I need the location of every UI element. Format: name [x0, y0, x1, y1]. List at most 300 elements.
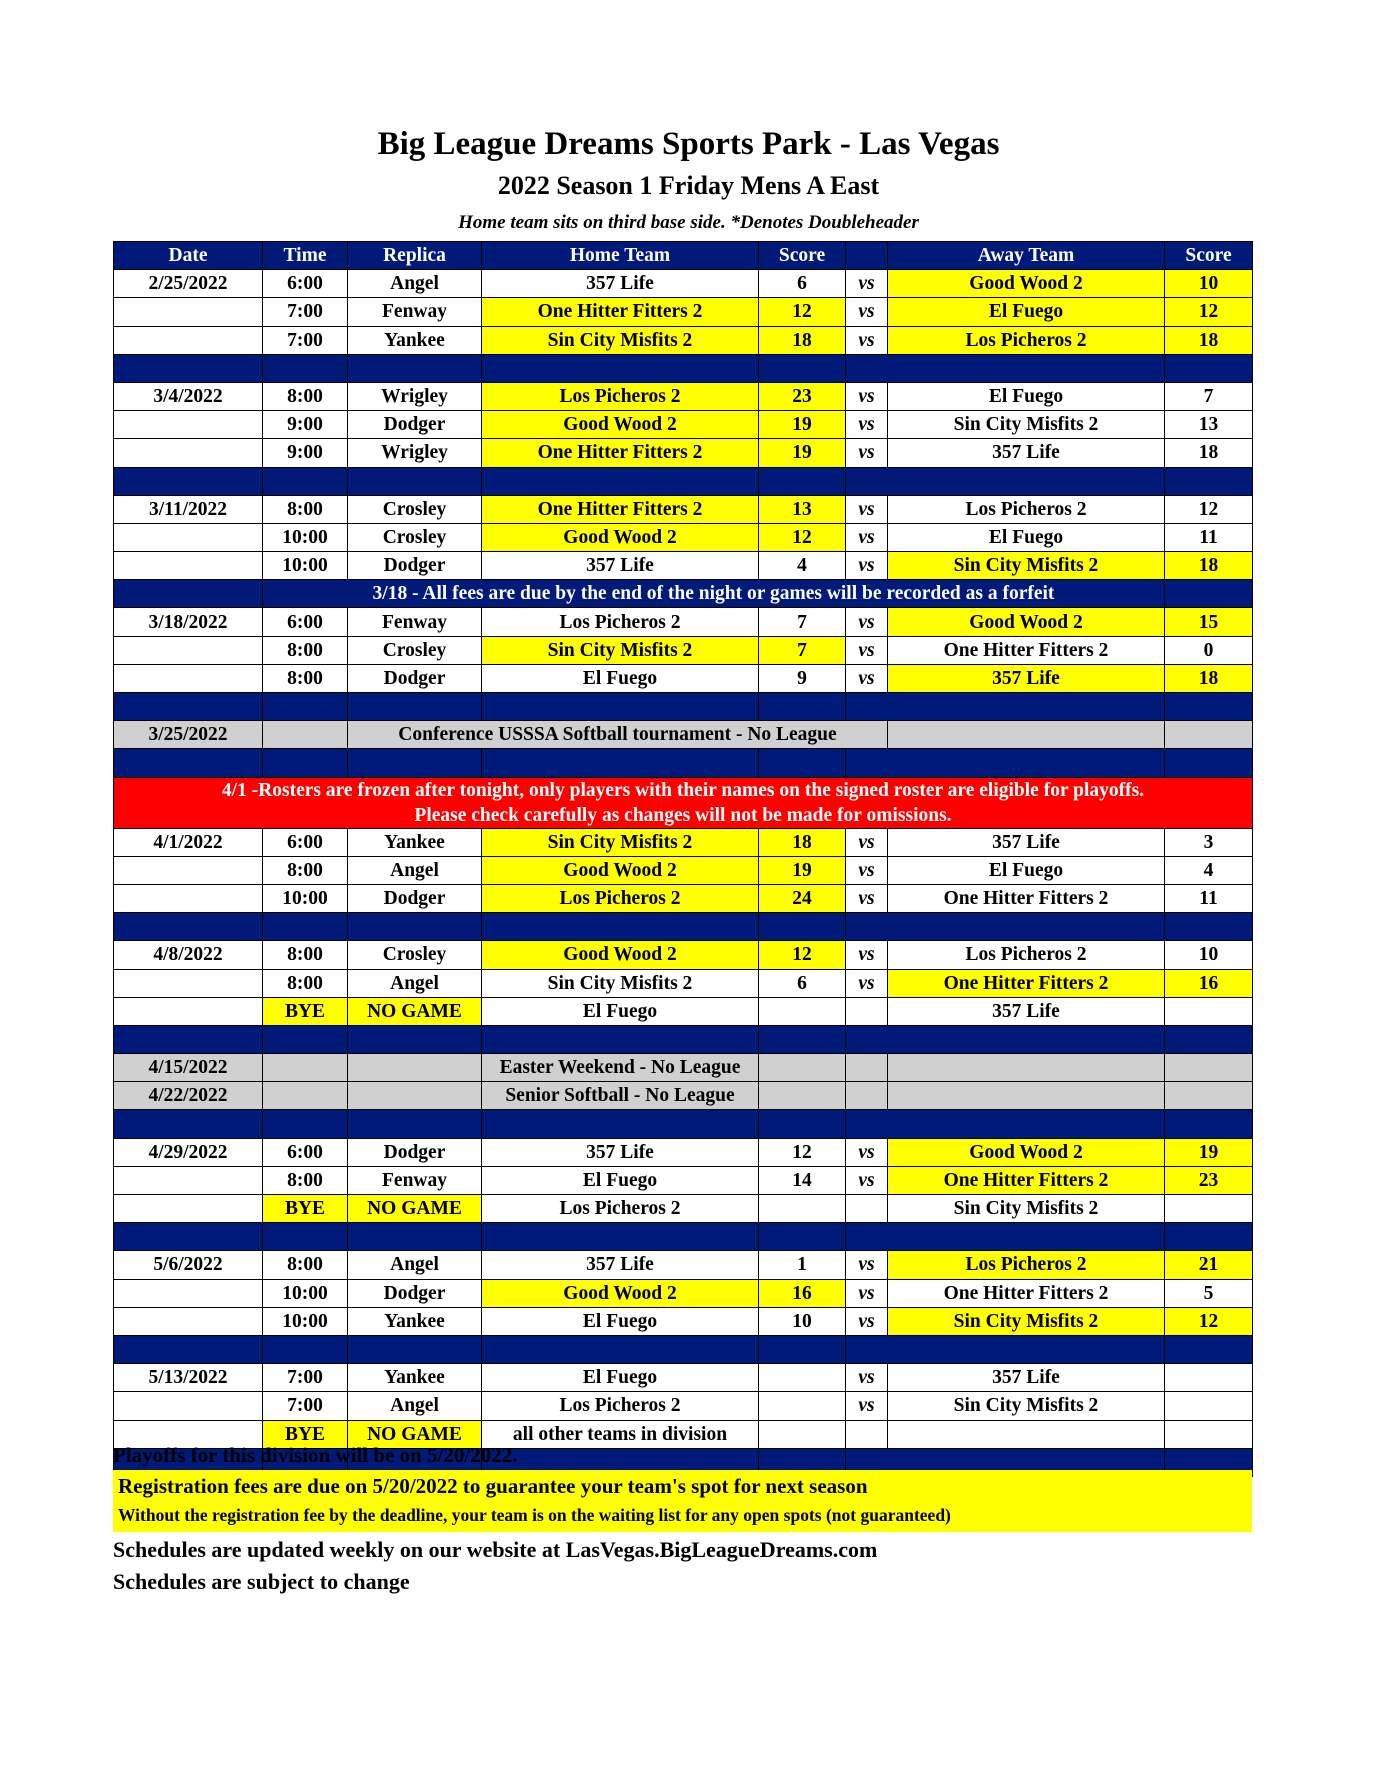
game-row: [114, 1138, 1253, 1166]
separator-cell: [888, 1335, 1165, 1363]
home-team: 357 Life: [482, 552, 759, 580]
away-team: One Hitter Fitters 2: [888, 1166, 1165, 1194]
separator-cell: [1165, 913, 1253, 941]
vs-label: vs: [846, 411, 888, 439]
game-time: 8:00: [263, 856, 348, 884]
game-date: [114, 523, 263, 551]
game-row: [114, 828, 1253, 856]
home-team: One Hitter Fitters 2: [482, 439, 759, 467]
home-team: One Hitter Fitters 2: [482, 495, 759, 523]
vs-label: vs: [846, 856, 888, 884]
game-replica: Yankee: [348, 1307, 482, 1335]
game-replica: Yankee: [348, 326, 482, 354]
game-time: 8:00: [263, 636, 348, 664]
home-team: Sin City Misfits 2: [482, 326, 759, 354]
vs-label: vs: [846, 1166, 888, 1194]
away-team: One Hitter Fitters 2: [888, 1279, 1165, 1307]
separator-cell: [888, 693, 1165, 721]
vs-label: vs: [846, 941, 888, 969]
game-row: [114, 941, 1253, 969]
game-date: [114, 411, 263, 439]
separator-cell: [482, 1335, 759, 1363]
home-score: 13: [759, 495, 846, 523]
away-team: 357 Life: [888, 1364, 1165, 1392]
col-away-team: Away Team: [888, 242, 1165, 270]
separator-cell: [263, 1223, 348, 1251]
separator-cell: [888, 1025, 1165, 1053]
separator-cell: [759, 913, 846, 941]
away-team: Good Wood 2: [888, 608, 1165, 636]
home-score: 24: [759, 884, 846, 912]
game-replica: Wrigley: [348, 382, 482, 410]
away-team: Sin City Misfits 2: [888, 552, 1165, 580]
game-date: [114, 997, 263, 1025]
game-replica: Angel: [348, 1251, 482, 1279]
no-league-date: 4/15/2022: [114, 1054, 263, 1082]
game-replica: Angel: [348, 969, 482, 997]
no-league-row: [114, 1082, 1253, 1110]
home-score: [759, 1364, 846, 1392]
week-separator: [114, 1110, 1253, 1138]
separator-cell: [846, 467, 888, 495]
home-team: El Fuego: [482, 1166, 759, 1194]
no-league-away: [888, 1054, 1165, 1082]
separator-cell: [1165, 749, 1253, 777]
away-team: Good Wood 2: [888, 1138, 1165, 1166]
separator-cell: [759, 1025, 846, 1053]
vs-label: vs: [846, 552, 888, 580]
away-score: 7: [1165, 382, 1253, 410]
header-row: [114, 242, 1253, 270]
home-score: 19: [759, 411, 846, 439]
separator-cell: [1165, 1025, 1253, 1053]
away-team: 357 Life: [888, 828, 1165, 856]
bye-row: [114, 1195, 1253, 1223]
game-replica: Crosley: [348, 523, 482, 551]
game-time: 10:00: [263, 1307, 348, 1335]
notice-date-cell: [114, 580, 263, 608]
week-separator: [114, 749, 1253, 777]
away-team: Sin City Misfits 2: [888, 1307, 1165, 1335]
game-row: [114, 270, 1253, 298]
col-home-score: Score: [759, 242, 846, 270]
separator-cell: [888, 1223, 1165, 1251]
playoffs-note: Playoffs for this division will be on 5/20/2022.: [113, 1443, 518, 1467]
away-score: 4: [1165, 856, 1253, 884]
game-replica: Crosley: [348, 636, 482, 664]
game-time: 9:00: [263, 439, 348, 467]
away-score: 23: [1165, 1166, 1253, 1194]
separator-cell: [1165, 1335, 1253, 1363]
game-row: [114, 495, 1253, 523]
away-team: One Hitter Fitters 2: [888, 969, 1165, 997]
away-score: 18: [1165, 552, 1253, 580]
vs-label: vs: [846, 1392, 888, 1420]
separator-cell: [1165, 1223, 1253, 1251]
game-date: [114, 856, 263, 884]
col-vs: [846, 242, 888, 270]
game-time: 8:00: [263, 664, 348, 692]
home-score: 12: [759, 941, 846, 969]
game-row: [114, 1166, 1253, 1194]
game-time: 8:00: [263, 1166, 348, 1194]
game-date: 5/13/2022: [114, 1364, 263, 1392]
fee-notice-row: [114, 580, 1253, 608]
separator-cell: [114, 354, 263, 382]
game-date: [114, 1166, 263, 1194]
away-team: 357 Life: [888, 439, 1165, 467]
no-league-away-score: [1165, 1082, 1253, 1110]
separator-cell: [263, 913, 348, 941]
vs-label: vs: [846, 608, 888, 636]
vs-label: vs: [846, 495, 888, 523]
vs-label: vs: [846, 270, 888, 298]
separator-cell: [1165, 354, 1253, 382]
no-league-score: [759, 1054, 846, 1082]
home-team-note: Home team sits on third base side. *Denotes Doubleheader: [458, 212, 919, 233]
separator-cell: [263, 467, 348, 495]
game-date: 3/18/2022: [114, 608, 263, 636]
no-league-replica: [348, 1054, 482, 1082]
game-time: 7:00: [263, 326, 348, 354]
game-time: 7:00: [263, 298, 348, 326]
separator-cell: [888, 749, 1165, 777]
game-replica: Dodger: [348, 1279, 482, 1307]
separator-cell: [888, 467, 1165, 495]
away-team: El Fuego: [888, 523, 1165, 551]
separator-cell: [348, 1110, 482, 1138]
game-time: 9:00: [263, 411, 348, 439]
game-date: 4/29/2022: [114, 1138, 263, 1166]
notice-end-cell: [1165, 580, 1253, 608]
separator-cell: [759, 1223, 846, 1251]
game-replica: Crosley: [348, 941, 482, 969]
home-score: 7: [759, 608, 846, 636]
away-score: [1165, 997, 1253, 1025]
separator-cell: [114, 749, 263, 777]
game-date: [114, 636, 263, 664]
vs-label: vs: [846, 636, 888, 664]
game-replica: Wrigley: [348, 439, 482, 467]
home-score: 7: [759, 636, 846, 664]
game-date: 2/25/2022: [114, 270, 263, 298]
separator-cell: [846, 1335, 888, 1363]
separator-cell: [759, 1110, 846, 1138]
separator-cell: [482, 354, 759, 382]
separator-cell: [348, 467, 482, 495]
game-row: [114, 856, 1253, 884]
game-replica: Crosley: [348, 495, 482, 523]
vs-label: vs: [846, 523, 888, 551]
no-league-score: [759, 1082, 846, 1110]
home-score: [759, 997, 846, 1025]
home-score: 4: [759, 552, 846, 580]
away-team: Los Picheros 2: [888, 1251, 1165, 1279]
fee-notice: 3/18 - All fees are due by the end of the night or games will be recorded as a forfeit: [263, 580, 1165, 608]
no-league-away-score: [1165, 1054, 1253, 1082]
game-row: [114, 636, 1253, 664]
game-replica: Yankee: [348, 1364, 482, 1392]
game-row: [114, 1392, 1253, 1420]
vs-label: vs: [846, 828, 888, 856]
separator-cell: [482, 693, 759, 721]
away-team: El Fuego: [888, 856, 1165, 884]
home-team: 357 Life: [482, 1251, 759, 1279]
vs-label: vs: [846, 439, 888, 467]
away-score: 12: [1165, 1307, 1253, 1335]
no-league-date: 3/25/2022: [114, 721, 263, 749]
no-league-away: [888, 1082, 1165, 1110]
game-date: 3/4/2022: [114, 382, 263, 410]
game-date: 5/6/2022: [114, 1251, 263, 1279]
vs-label: [846, 1195, 888, 1223]
home-team: El Fuego: [482, 1307, 759, 1335]
separator-cell: [759, 1335, 846, 1363]
home-score: 12: [759, 523, 846, 551]
separator-cell: [1165, 1110, 1253, 1138]
away-team: Los Picheros 2: [888, 941, 1165, 969]
home-team: Good Wood 2: [482, 941, 759, 969]
roster-freeze-line-2: Please check carefully as changes will not be made for omissions.: [414, 804, 952, 826]
home-team: Sin City Misfits 2: [482, 828, 759, 856]
away-team: El Fuego: [888, 382, 1165, 410]
away-score: 18: [1165, 664, 1253, 692]
game-row: [114, 439, 1253, 467]
separator-cell: [846, 693, 888, 721]
separator-cell: [348, 913, 482, 941]
away-score: 21: [1165, 1251, 1253, 1279]
home-team: El Fuego: [482, 1364, 759, 1392]
separator-cell: [114, 693, 263, 721]
game-row: [114, 552, 1253, 580]
separator-cell: [888, 913, 1165, 941]
game-date: 3/11/2022: [114, 495, 263, 523]
page-title: Big League Dreams Sports Park - Las Vegas: [377, 126, 1000, 162]
away-score: 5: [1165, 1279, 1253, 1307]
game-replica: Dodger: [348, 664, 482, 692]
game-replica: Dodger: [348, 552, 482, 580]
away-score: 11: [1165, 523, 1253, 551]
home-score: 10: [759, 1307, 846, 1335]
game-date: [114, 1195, 263, 1223]
vs-label: vs: [846, 969, 888, 997]
separator-cell: [263, 749, 348, 777]
separator-cell: [846, 1110, 888, 1138]
bye-home-team: all other teams in division: [482, 1420, 759, 1448]
game-row: [114, 326, 1253, 354]
game-replica: Dodger: [348, 411, 482, 439]
away-score: [1165, 1392, 1253, 1420]
bye-label: BYE: [263, 1420, 348, 1448]
no-league-row: [114, 1054, 1253, 1082]
separator-cell: [348, 1223, 482, 1251]
col-date: Date: [114, 242, 263, 270]
game-row: [114, 969, 1253, 997]
game-time: 8:00: [263, 382, 348, 410]
no-game-label: NO GAME: [348, 1420, 482, 1448]
roster-freeze-notice-row: [114, 777, 1253, 828]
home-team: Sin City Misfits 2: [482, 636, 759, 664]
game-replica: Angel: [348, 270, 482, 298]
separator-cell: [263, 1335, 348, 1363]
game-date: [114, 1307, 263, 1335]
home-score: [759, 1392, 846, 1420]
separator-cell: [759, 693, 846, 721]
game-date: [114, 1279, 263, 1307]
separator-cell: [114, 913, 263, 941]
separator-cell: [263, 1025, 348, 1053]
game-row: [114, 608, 1253, 636]
game-time: 6:00: [263, 828, 348, 856]
week-separator: [114, 354, 1253, 382]
game-time: 10:00: [263, 884, 348, 912]
home-team: Los Picheros 2: [482, 884, 759, 912]
game-replica: Dodger: [348, 1138, 482, 1166]
registration-box: [113, 1470, 1252, 1532]
home-team: Good Wood 2: [482, 411, 759, 439]
no-league-vs: [846, 1082, 888, 1110]
bye-away-team: Sin City Misfits 2: [888, 1195, 1165, 1223]
home-team: Good Wood 2: [482, 523, 759, 551]
home-score: [759, 1195, 846, 1223]
col-replica: Replica: [348, 242, 482, 270]
vs-label: vs: [846, 664, 888, 692]
home-score: 18: [759, 326, 846, 354]
home-team: Good Wood 2: [482, 1279, 759, 1307]
home-team: 357 Life: [482, 1138, 759, 1166]
bye-label: BYE: [263, 1195, 348, 1223]
no-league-row: [114, 721, 1253, 749]
no-league-vs: [888, 721, 1165, 749]
separator-cell: [888, 1110, 1165, 1138]
subject-to-change-note: Schedules are subject to change: [113, 1569, 410, 1594]
home-score: 19: [759, 439, 846, 467]
separator-cell: [846, 1025, 888, 1053]
game-time: 6:00: [263, 1138, 348, 1166]
home-score: 16: [759, 1279, 846, 1307]
home-team: Sin City Misfits 2: [482, 969, 759, 997]
home-score: 23: [759, 382, 846, 410]
separator-cell: [759, 354, 846, 382]
separator-cell: [482, 1223, 759, 1251]
vs-label: vs: [846, 326, 888, 354]
away-team: Good Wood 2: [888, 270, 1165, 298]
game-time: 8:00: [263, 941, 348, 969]
separator-cell: [114, 467, 263, 495]
separator-cell: [846, 749, 888, 777]
game-replica: Fenway: [348, 298, 482, 326]
no-league-time: [263, 1082, 348, 1110]
separator-cell: [759, 749, 846, 777]
page-subtitle: 2022 Season 1 Friday Mens A East: [497, 171, 880, 200]
no-league-replica: [348, 1082, 482, 1110]
week-separator: [114, 1335, 1253, 1363]
game-row: [114, 884, 1253, 912]
away-score: 10: [1165, 941, 1253, 969]
game-date: [114, 326, 263, 354]
away-score: 12: [1165, 298, 1253, 326]
away-score: [1165, 1364, 1253, 1392]
game-replica: Yankee: [348, 828, 482, 856]
home-team: El Fuego: [482, 664, 759, 692]
away-score: [1165, 1195, 1253, 1223]
away-score: 10: [1165, 270, 1253, 298]
home-team: Los Picheros 2: [482, 382, 759, 410]
no-league-text: Senior Softball - No League: [482, 1082, 759, 1110]
separator-cell: [348, 1335, 482, 1363]
game-replica: Fenway: [348, 608, 482, 636]
game-time: 10:00: [263, 523, 348, 551]
separator-cell: [759, 467, 846, 495]
away-score: 15: [1165, 608, 1253, 636]
separator-cell: [1165, 467, 1253, 495]
website-note: Schedules are updated weekly on our website at LasVegas.BigLeagueDreams.com: [113, 1537, 878, 1562]
game-time: 8:00: [263, 1251, 348, 1279]
schedule-body: [114, 270, 1253, 1477]
separator-cell: [263, 1110, 348, 1138]
home-score: 12: [759, 1138, 846, 1166]
week-separator: [114, 1025, 1253, 1053]
no-league-time: [263, 721, 348, 749]
home-team: One Hitter Fitters 2: [482, 298, 759, 326]
game-time: 10:00: [263, 1279, 348, 1307]
away-team: One Hitter Fitters 2: [888, 636, 1165, 664]
vs-label: vs: [846, 1138, 888, 1166]
registration-note: Registration fees are due on 5/20/2022 to guarantee your team's spot for next season: [118, 1474, 868, 1498]
separator-cell: [482, 749, 759, 777]
waiting-list-note: Without the registration fee by the deadline, your team is on the waiting list for any open spots (not guaranteed): [118, 1505, 951, 1525]
home-score: 9: [759, 664, 846, 692]
away-score: 11: [1165, 884, 1253, 912]
game-time: 10:00: [263, 552, 348, 580]
game-replica: Angel: [348, 856, 482, 884]
vs-label: vs: [846, 1364, 888, 1392]
home-team: Good Wood 2: [482, 856, 759, 884]
game-date: 4/8/2022: [114, 941, 263, 969]
bye-away-team: 357 Life: [888, 997, 1165, 1025]
roster-freeze-line-1: 4/1 -Rosters are frozen after tonight, only players with their names on the signed roster are eligible for playoffs.: [221, 779, 1145, 801]
home-score: 1: [759, 1251, 846, 1279]
game-time: 6:00: [263, 608, 348, 636]
away-team: El Fuego: [888, 298, 1165, 326]
game-row: [114, 1364, 1253, 1392]
home-score: 12: [759, 298, 846, 326]
separator-cell: [482, 1025, 759, 1053]
away-score: 0: [1165, 636, 1253, 664]
game-time: 7:00: [263, 1392, 348, 1420]
home-score: 19: [759, 856, 846, 884]
no-league-date: 4/22/2022: [114, 1082, 263, 1110]
away-score: 18: [1165, 326, 1253, 354]
game-replica: Angel: [348, 1392, 482, 1420]
no-game-label: NO GAME: [348, 1195, 482, 1223]
separator-cell: [348, 354, 482, 382]
game-row: [114, 382, 1253, 410]
separator-cell: [114, 1025, 263, 1053]
no-league-away: [1165, 721, 1253, 749]
away-score: 3: [1165, 828, 1253, 856]
vs-label: [846, 997, 888, 1025]
no-game-label: NO GAME: [348, 997, 482, 1025]
home-score: 18: [759, 828, 846, 856]
game-row: [114, 523, 1253, 551]
separator-cell: [846, 913, 888, 941]
week-separator: [114, 913, 1253, 941]
away-score: 19: [1165, 1138, 1253, 1166]
schedule-table: [113, 241, 1253, 1477]
separator-cell: [114, 1223, 263, 1251]
game-date: [114, 552, 263, 580]
